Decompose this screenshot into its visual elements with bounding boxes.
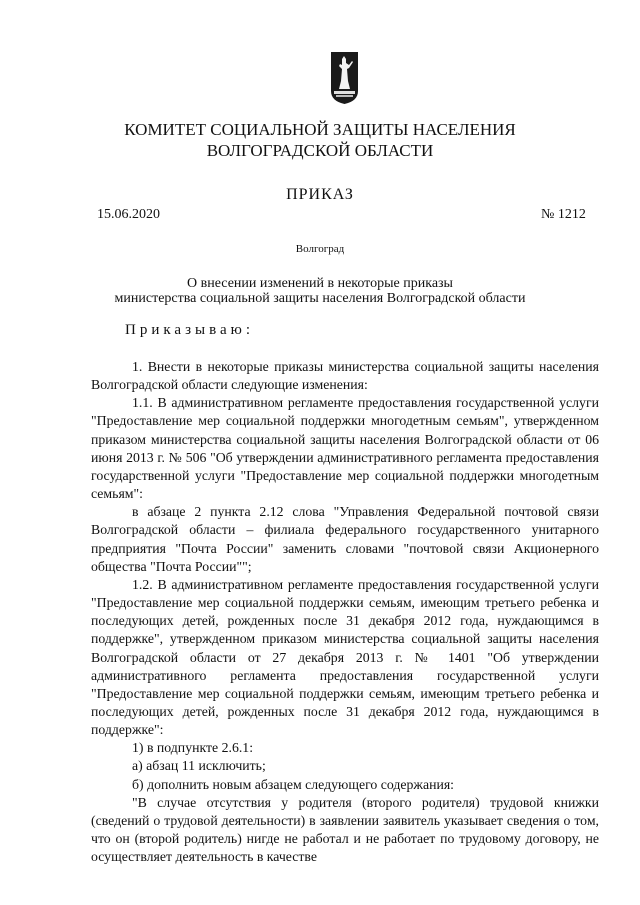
paragraph-item-1-2: 1.2. В административном регламенте предоставления государственной услуги "Предоставление мер социальной поддержки семьям, имеющим третьего ребенка и последующих детей, рожденных после 31 декабря 2012 года, нуждающимся в поддержке", утвержденном приказом министерства социальной защиты населения Волгоградской области от 27 декабря 2013 г. № 1401 "Об утверждении административного регламента предоставления государственной услуги "Предоставление мер социальной поддержки семьям, имеющим третьего ребенка и последующих детей, рожденных после 31 декабря 2012 года, нуждающимся в поддержке":: [91, 576, 599, 738]
paragraph-subitem-a: а) абзац 11 исключить;: [132, 758, 266, 774]
organization-name-line-1: КОМИТЕТ СОЦИАЛЬНОЙ ЗАЩИТЫ НАСЕЛЕНИЯ: [124, 120, 516, 139]
paragraph-item-1: 1. Внести в некоторые приказы министерства социальной защиты населения Волгоградской области следующие изменения:: [91, 359, 599, 393]
paragraph-subitem-1: 1) в подпункте 2.6.1:: [132, 740, 254, 756]
document-city: Волгоград: [295, 243, 345, 255]
paragraph-item-1-1: 1.1. В административном регламенте предоставления государственной услуги "Предоставление мер социальной поддержки многодетным семьям", утвержденном приказом министерства социальной защиты населения Волгоградской области от 06 июня 2013 г. № 506 "Об утверждении административного регламента предоставления государственной услуги "Предоставление мер социальной поддержки многодетным семьям":: [91, 395, 599, 502]
subject-line-1: О внесении изменений в некоторые приказы: [187, 276, 453, 291]
document-type: ПРИКАЗ: [286, 186, 354, 203]
decree-word: Приказываю:: [125, 322, 254, 338]
document-number: № 1212: [541, 207, 586, 222]
paragraph-amendment-2-12: в абзаце 2 пункта 2.12 слова "Управления Федеральной почтовой связи Волгоградской области – филиала федерального государственного унитарного предприятия "Почта России" заменить словами "почтовой связи Акционерного общества "Почта России"";: [91, 504, 599, 574]
document-date: 15.06.2020: [97, 207, 160, 222]
paragraph-new-text: "В случае отсутствия у родителя (второго родителя) трудовой книжки (сведений о трудовой деятельности) в заявлении заявитель указывает сведения о том, что он (второй родитель) нигде не работал и не работает по трудовому договору, не осуществляет деятельность в качестве: [91, 794, 599, 865]
paragraph-subitem-b: б) дополнить новым абзацем следующего содержания:: [132, 776, 455, 792]
subject-line-2: министерства социальной защиты населения Волгоградской области: [114, 291, 526, 306]
document-body: [91, 358, 599, 866]
volgograd-coat-of-arms-icon: [330, 51, 359, 105]
organization-name-line-2: ВОЛГОГРАДСКОЙ ОБЛАСТИ: [206, 141, 434, 160]
